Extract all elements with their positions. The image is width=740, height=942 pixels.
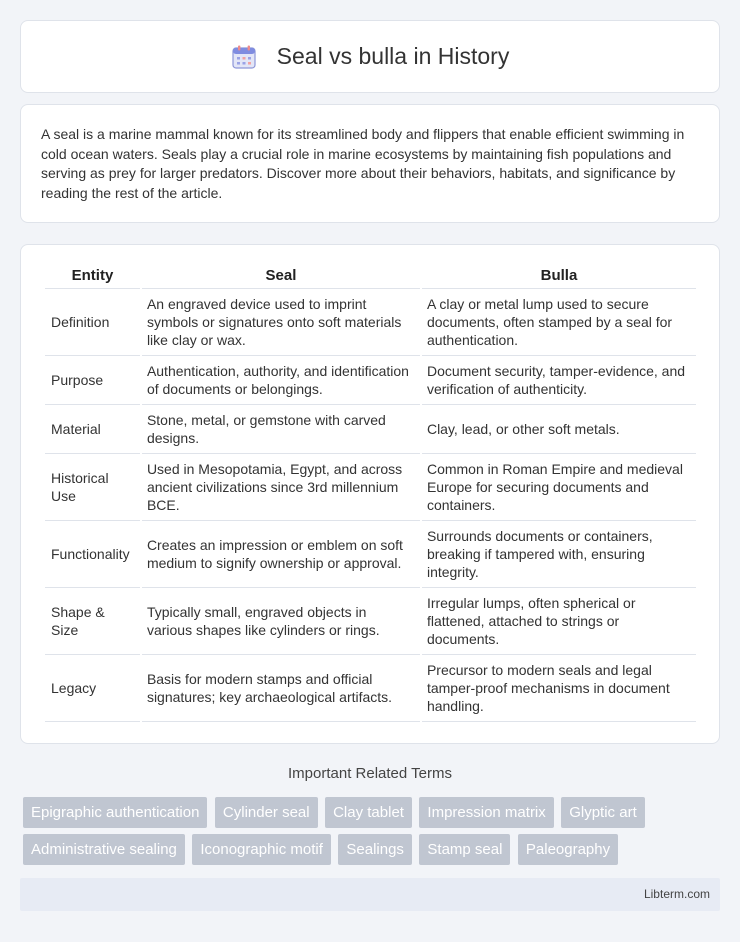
related-term-tag[interactable]: Iconographic motif [192, 834, 331, 865]
seal-cell: Authentication, authority, and identification of documents or belongings. [142, 356, 420, 405]
table-row [45, 289, 696, 356]
related-term-tag[interactable]: Stamp seal [419, 834, 510, 865]
related-term-tag[interactable]: Administrative sealing [23, 834, 185, 865]
related-term-tag[interactable]: Clay tablet [325, 797, 412, 828]
related-term-tag[interactable]: Epigraphic authentication [23, 797, 207, 828]
entity-cell: Purpose [45, 356, 140, 405]
table-row [45, 655, 696, 722]
footer [20, 878, 720, 911]
related-term-tag[interactable]: Sealings [338, 834, 412, 865]
table-row [45, 356, 696, 405]
table-row [45, 405, 696, 454]
comparison-table [43, 263, 698, 722]
entity-cell: Historical Use [45, 454, 140, 521]
bulla-cell: Precursor to modern seals and legal tamper-proof mechanisms in document handling. [422, 655, 696, 722]
bulla-cell: Irregular lumps, often spherical or flattened, attached to strings or documents. [422, 588, 696, 655]
column-header-bulla: Bulla [422, 263, 696, 289]
related-terms-list [23, 797, 723, 871]
entity-cell: Legacy [45, 655, 140, 722]
entity-cell: Functionality [45, 521, 140, 588]
seal-cell: Basis for modern stamps and official signatures; key archaeological artifacts. [142, 655, 420, 722]
seal-cell: Typically small, engraved objects in various shapes like cylinders or rings. [142, 588, 420, 655]
table-row [45, 454, 696, 521]
intro-text: A seal is a marine mammal known for its streamlined body and flippers that enable efficient swimming in cold ocean waters. Seals play a crucial role in marine ecosystems by maintaining fish populations and serving as prey for larger predators. Discover more about their behaviors, habitats, and significance by reading the rest of the article. [41, 126, 685, 201]
related-terms-title: Important Related Terms [288, 765, 452, 782]
comparison-card [20, 244, 720, 744]
entity-cell: Shape & Size [45, 588, 140, 655]
entity-cell: Definition [45, 289, 140, 356]
bulla-cell: Common in Roman Empire and medieval Europe for securing documents and containers. [422, 454, 696, 521]
related-term-tag[interactable]: Glyptic art [561, 797, 645, 828]
seal-cell: An engraved device used to imprint symbols or signatures onto soft materials like clay or wax. [142, 289, 420, 356]
column-header-seal: Seal [142, 263, 420, 289]
bulla-cell: Surrounds documents or containers, breaking if tampered with, ensuring integrity. [422, 521, 696, 588]
table-header-row [45, 263, 696, 289]
related-term-tag[interactable]: Cylinder seal [215, 797, 318, 828]
intro-card [20, 104, 720, 223]
seal-cell: Used in Mesopotamia, Egypt, and across ancient civilizations since 3rd millennium BCE. [142, 454, 420, 521]
related-term-tag[interactable]: Impression matrix [419, 797, 553, 828]
table-row [45, 521, 696, 588]
column-header-entity: Entity [45, 263, 140, 289]
footer-site-link[interactable]: Libterm.com [643, 887, 710, 901]
page-title: Seal vs bulla in History [276, 43, 510, 69]
bulla-cell: A clay or metal lump used to secure documents, often stamped by a seal for authentication. [422, 289, 696, 356]
seal-cell: Stone, metal, or gemstone with carved designs. [142, 405, 420, 454]
seal-cell: Creates an impression or emblem on soft medium to signify ownership or approval. [142, 521, 420, 588]
header [20, 20, 720, 93]
bulla-cell: Document security, tamper-evidence, and verification of authenticity. [422, 356, 696, 405]
entity-cell: Material [45, 405, 140, 454]
related-term-tag[interactable]: Paleography [518, 834, 618, 865]
table-row [45, 588, 696, 655]
bulla-cell: Clay, lead, or other soft metals. [422, 405, 696, 454]
calendar-icon [231, 44, 257, 70]
